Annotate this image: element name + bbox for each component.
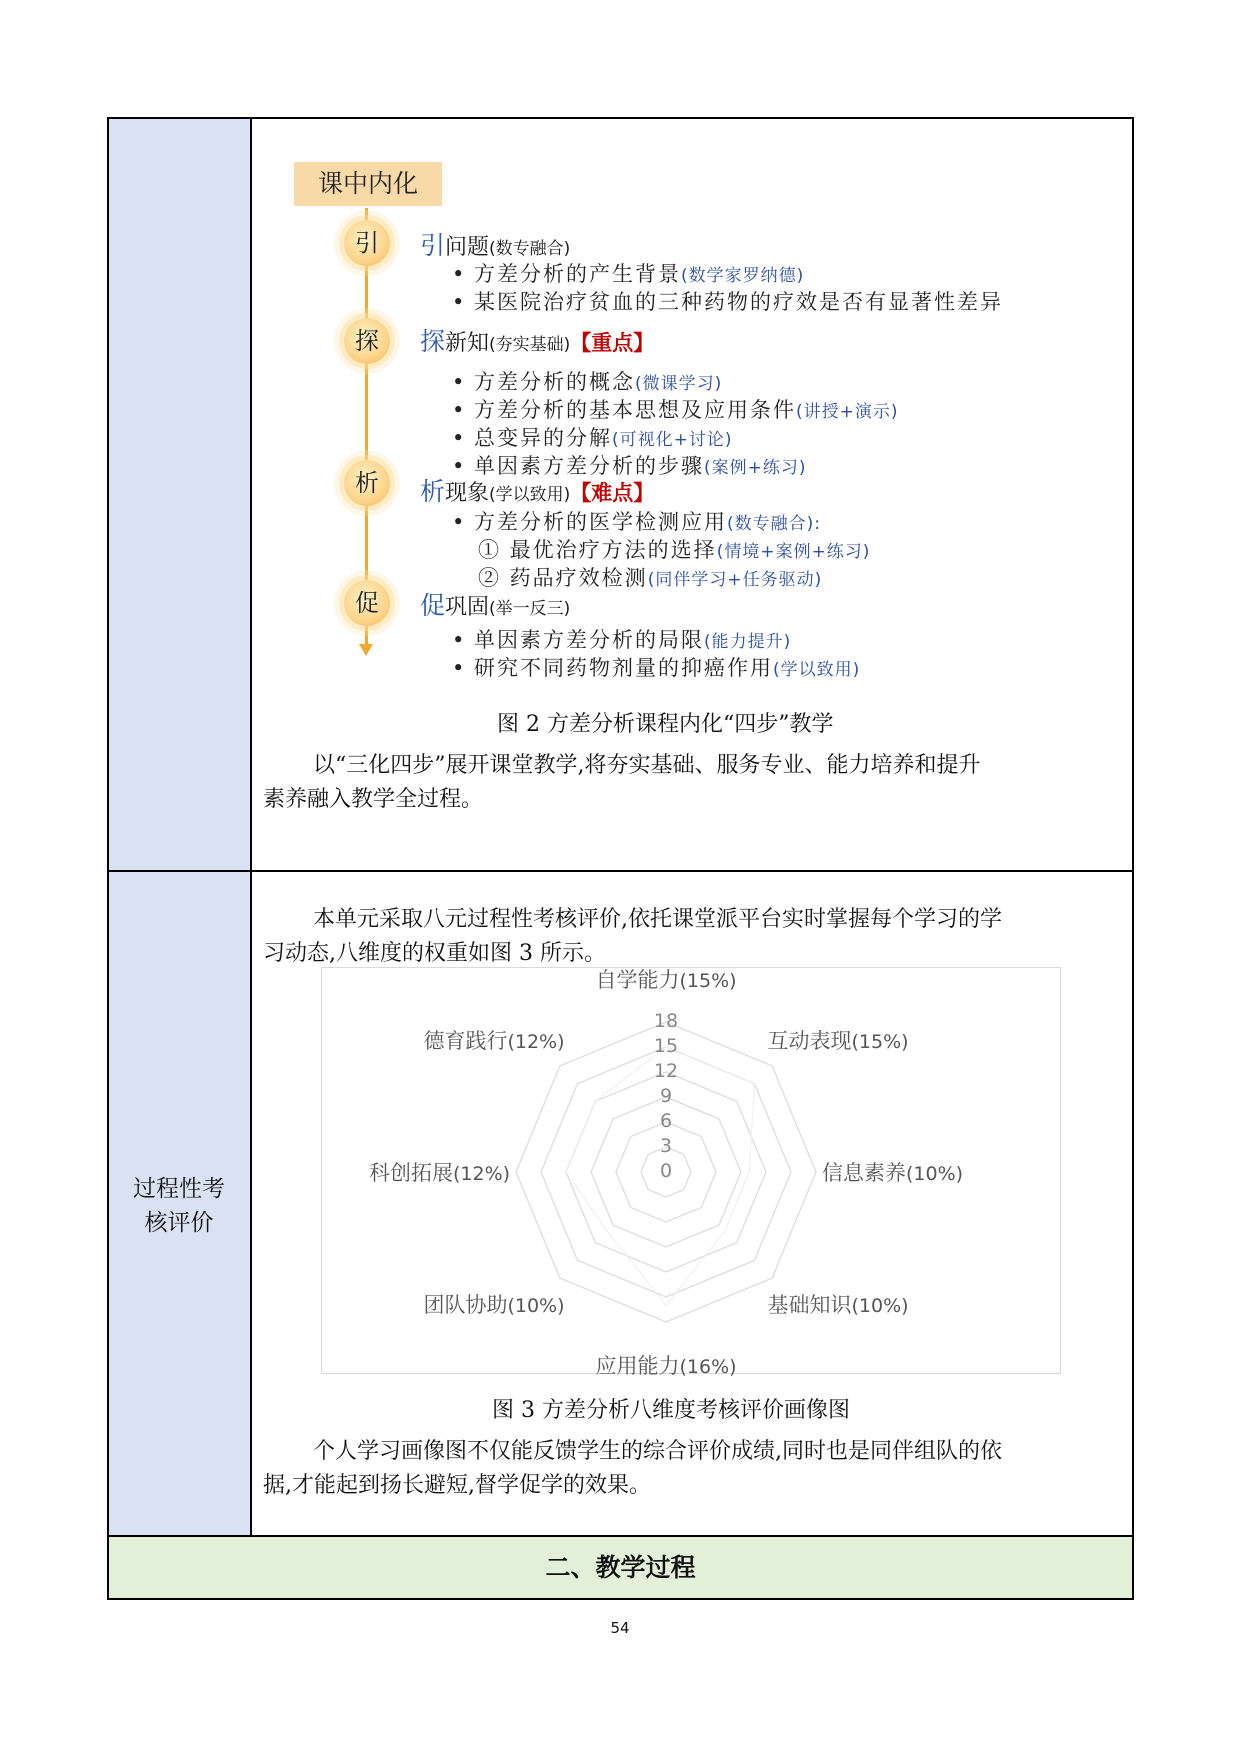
step-heading-text: 现象 <box>445 481 490 506</box>
radar-axis-label: 自学能力(15%) <box>595 968 737 992</box>
step-heading-text: 巩固 <box>445 595 490 620</box>
page-number: 54 <box>610 1619 630 1637</box>
step-heading-char: 促 <box>420 591 446 620</box>
table-border-top <box>107 117 1134 119</box>
row-label-line: 核评价 <box>144 1210 214 1236</box>
table-border-right <box>1132 117 1134 1600</box>
radar-axis-label: 基础知识(10%) <box>767 1292 909 1317</box>
left-cell-top <box>108 119 250 871</box>
list-item-note: (学以致用) <box>773 660 861 680</box>
list-item-text: 单因素方差分析的步骤 <box>474 454 704 478</box>
list-item: • 某医院治疗贫血的三种药物的疗效是否有显著性差异 <box>452 290 1003 314</box>
list-item-note: (讲授+演示) <box>796 402 899 422</box>
list-item-text: 方差分析的概念 <box>474 370 635 394</box>
radar-tick-label: 18 <box>653 1010 679 1032</box>
timeline-arrow-icon <box>359 644 373 656</box>
paragraph-line: 习动态,八维度的权重如图 3 所示。 <box>263 941 606 966</box>
paragraph-line <box>263 903 1123 937</box>
radar-tick-label: 0 <box>659 1160 673 1182</box>
step-heading-note: (夯实基础) <box>489 335 571 355</box>
step-heading-char: 引 <box>420 231 446 260</box>
step-heading-note: (学以致用) <box>489 485 571 505</box>
list-item: • 方差分析的概念(微课学习) <box>452 370 723 394</box>
radar-tick-label: 15 <box>653 1035 679 1057</box>
step-heading-char: 探 <box>420 327 446 356</box>
radar-tick-label: 6 <box>659 1110 673 1132</box>
list-item: • 总变异的分解(可视化+讨论) <box>452 426 733 450</box>
paragraph-line <box>263 1435 1123 1469</box>
figure-3-caption: 图 3 方差分析八维度考核评价画像图 <box>492 1398 850 1423</box>
radar-tick-label: 12 <box>653 1060 679 1082</box>
four-step-diagram <box>290 158 1110 678</box>
step-heading-char: 析 <box>420 477 446 506</box>
sub-item-text: ② 药品疗效检测 <box>478 566 648 590</box>
table-column-divider <box>250 117 252 1536</box>
radar-chart <box>321 967 1061 1378</box>
radar-axis-label: 信息素养(10%) <box>822 1161 964 1185</box>
list-item-text: 方差分析的产生背景 <box>474 262 681 286</box>
sub-item-note: (情境+案例+练习) <box>716 542 871 562</box>
paragraph-text: 个人学习画像图不仅能反馈学生的综合评价成绩,同时也是同伴组队的依 <box>313 1439 1002 1464</box>
step-heading-note: (举一反三) <box>489 599 571 619</box>
list-item-text: 单因素方差分析的局限 <box>474 628 704 652</box>
step-icon-yin: 引 <box>344 220 390 266</box>
list-item-note: (可视化+讨论) <box>612 430 733 450</box>
step-heading <box>420 586 570 622</box>
paragraph-text: 以“三化四步”展开课堂教学,将夯实基础、服务专业、能力培养和提升 <box>313 753 981 778</box>
step-heading <box>420 226 570 262</box>
step-heading-note: (数专融合) <box>489 239 571 259</box>
paragraph-line: 素养融入教学全过程。 <box>263 787 484 812</box>
step-heading <box>420 472 654 508</box>
difficulty-badge: 【难点】 <box>570 481 655 505</box>
radar-axis-label: 应用能力(16%) <box>595 1354 737 1378</box>
paragraph-text: 本单元采取八元过程性考核评价,依托课堂派平台实时掌握每个学习的学 <box>313 907 1002 932</box>
sub-item-note: (同伴学习+任务驱动) <box>647 570 823 590</box>
table-row-divider-1 <box>107 870 1134 872</box>
section-title: 二、教学过程 <box>545 1553 696 1582</box>
list-item-note: (数专融合): <box>727 514 821 534</box>
radar-tick-label: 9 <box>659 1085 673 1107</box>
list-item-text: 研究不同药物剂量的抑癌作用 <box>474 656 773 680</box>
list-item: • 单因素方差分析的局限(能力提升) <box>452 628 792 652</box>
step-heading <box>420 322 654 358</box>
list-item-note: (能力提升) <box>704 632 792 652</box>
radar-axis-label: 德育践行(12%) <box>423 1029 565 1054</box>
paragraph-line <box>263 749 1123 783</box>
list-item: • 方差分析的基本思想及应用条件(讲授+演示) <box>452 398 899 422</box>
step-icon-xi: 析 <box>344 460 390 506</box>
list-item-note: (数学家罗纳德) <box>681 266 805 286</box>
list-item: • 方差分析的产生背景(数学家罗纳德) <box>452 262 805 286</box>
list-item-text: 某医院治疗贫血的三种药物的疗效是否有显著性差异 <box>474 290 1003 314</box>
sub-item-text: ① 最优治疗方法的选择 <box>478 538 717 562</box>
radar-axis-label: 团队协助(10%) <box>423 1292 565 1317</box>
list-item-text: 方差分析的医学检测应用 <box>474 510 727 534</box>
paragraph-1 <box>263 749 1123 817</box>
radar-tick-label: 3 <box>659 1135 673 1157</box>
table-border-left <box>107 117 109 1600</box>
row-label-line: 过程性考 <box>133 1176 225 1202</box>
list-item: • 研究不同药物剂量的抑癌作用(学以致用) <box>452 656 861 680</box>
diagram-title: 课中内化 <box>294 162 442 206</box>
list-item-text: 总变异的分解 <box>474 426 612 450</box>
list-item-note: (案例+练习) <box>704 458 807 478</box>
paragraph-line: 据,才能起到扬长避短,督学促学的效果。 <box>263 1473 651 1498</box>
step-icon-cu: 促 <box>344 580 390 626</box>
radar-axis-label: 科创拓展(12%) <box>369 1161 511 1185</box>
figure-2-caption: 图 2 方差分析课程内化“四步”教学 <box>497 712 834 737</box>
step-heading-text: 问题 <box>445 235 490 260</box>
paragraph-3 <box>263 1435 1123 1503</box>
paragraph-2 <box>263 903 1123 971</box>
radar-axis-label: 互动表现(15%) <box>767 1029 909 1054</box>
list-item-note: (微课学习) <box>635 374 723 394</box>
list-item: • 单因素方差分析的步骤(案例+练习) <box>452 454 807 478</box>
sub-list-item <box>478 534 870 564</box>
step-heading-text: 新知 <box>445 331 490 356</box>
list-item: • 方差分析的医学检测应用(数专融合): <box>452 510 821 534</box>
row-label-evaluation <box>108 1172 250 1240</box>
list-item-text: 方差分析的基本思想及应用条件 <box>474 398 796 422</box>
step-icon-tan: 探 <box>344 318 390 364</box>
key-point-badge: 【重点】 <box>570 331 655 355</box>
